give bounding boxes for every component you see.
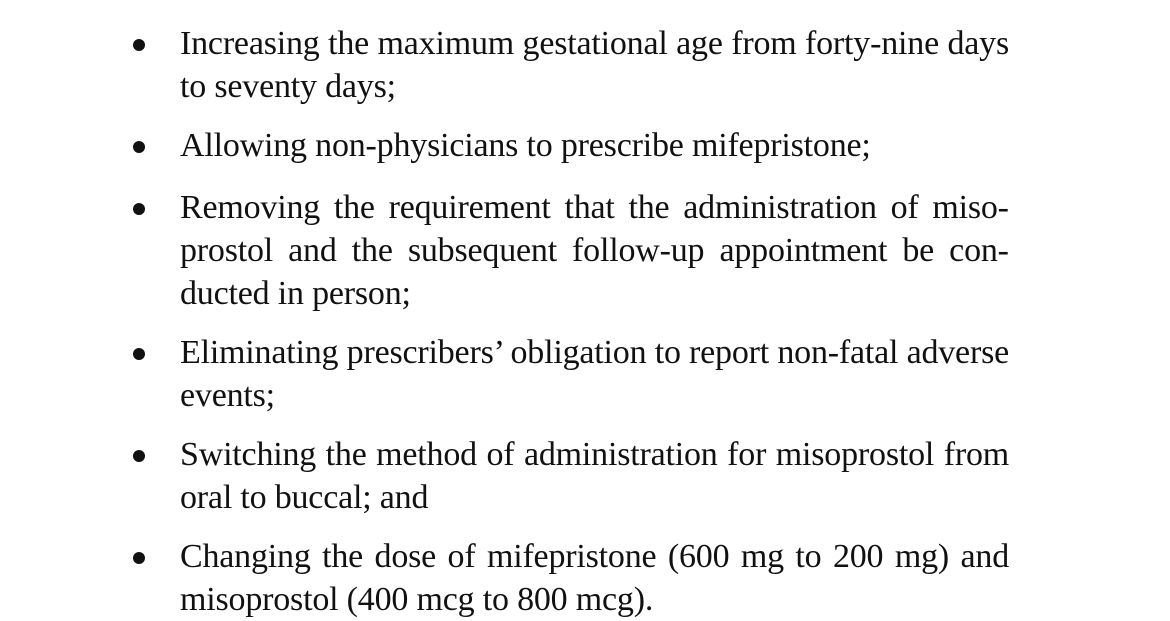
list-item bbox=[180, 186, 1009, 315]
bullet-point-icon bbox=[133, 348, 145, 360]
bullet-point-icon bbox=[133, 450, 145, 462]
list-item-text: Switching the method of administration for misoprostol from oral to buccal; and bbox=[180, 436, 1009, 516]
bullet-point-icon bbox=[133, 141, 145, 153]
list-item-text: Increasing the maximum gestational age from forty-nine days to seventy days; bbox=[180, 25, 1009, 105]
list-item bbox=[180, 535, 1009, 621]
list-item-text: Changing the dose of mifepristone (600 mg to 200 mg) and misoprostol (400 mcg to 800 mcg). bbox=[180, 538, 1009, 618]
bullet-point-icon bbox=[133, 39, 145, 51]
list-item-text: Eliminating prescribers’ obligation to report non-fatal adverse events; bbox=[180, 334, 1009, 414]
list-item bbox=[180, 433, 1009, 519]
list-item-text: Allowing non-physicians to prescribe mifepristone; bbox=[180, 127, 871, 164]
list-item-text: Removing the requirement that the administration of misoprostol and the subsequent follow-up appointment be conducted in person; bbox=[180, 189, 1009, 312]
bullet-point-icon bbox=[133, 203, 145, 215]
bullet-point-icon bbox=[133, 552, 145, 564]
list-item bbox=[180, 331, 1009, 417]
list-item bbox=[180, 124, 1009, 167]
list-item bbox=[180, 22, 1009, 108]
